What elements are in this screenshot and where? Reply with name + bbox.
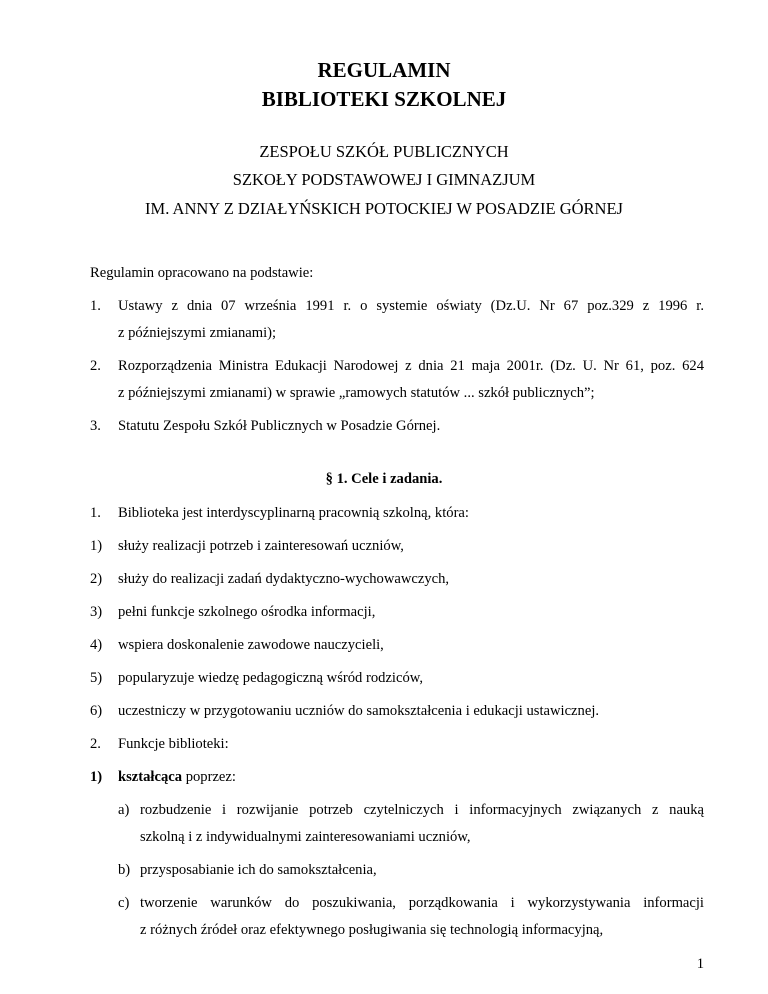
item-2-number: 2) (90, 571, 103, 587)
point-2-number: 2. (90, 736, 101, 752)
document-title-line1: REGULAMIN (317, 58, 451, 82)
subitem-c-letter: c) (118, 895, 130, 911)
function-1-number: 1) (90, 769, 103, 785)
subitem-a-letter: a) (118, 802, 130, 818)
subitem-b-line1: przysposabianie ich do samokształcenia, (140, 862, 377, 878)
subitem-c-line1: tworzenie warunków do poszukiwania, porządkowania i wykorzystywania informacji (140, 895, 704, 911)
item-2-text: służy do realizacji zadań dydaktyczno-wychowawczych, (118, 571, 450, 587)
basis-1-line2: z późniejszymi zmianami); (118, 325, 277, 341)
basis-2-line1: Rozporządzenia Ministra Edukacji Narodowej z dnia 21 maja 2001r. (Dz. U. Nr 61, poz. 624 (118, 358, 704, 374)
item-5-text: popularyzuje wiedzę pedagogiczną wśród rodziców, (118, 670, 423, 686)
basis-1-number: 1. (90, 298, 101, 314)
function-1-text (118, 768, 236, 786)
section-1-heading: § 1. Cele i zadania. (325, 471, 443, 487)
item-4-number: 4) (90, 637, 103, 653)
subtitle-line3: IM. ANNY Z DZIAŁYŃSKICH POTOCKIEJ W POSADZIE GÓRNEJ (145, 199, 623, 218)
item-4-text: wspiera doskonalenie zawodowe nauczycieli, (118, 637, 384, 653)
subtitle-line2: SZKOŁY PODSTAWOWEJ I GIMNAZJUM (232, 170, 536, 189)
item-5-number: 5) (90, 670, 103, 686)
point-1-number: 1. (90, 505, 101, 521)
function-1-rest: poprzez: (182, 769, 236, 785)
intro-text: Regulamin opracowano na podstawie: (90, 265, 314, 281)
document-title-line2: BIBLIOTEKI SZKOLNEJ (261, 87, 507, 111)
page-number: 1 (696, 956, 704, 972)
basis-3-number: 3. (90, 418, 101, 434)
item-3-number: 3) (90, 604, 103, 620)
point-2-text: Funkcje biblioteki: (118, 736, 229, 752)
basis-2-line2: z późniejszymi zmianami) w sprawie „ramowych statutów ... szkół publicznych”; (118, 385, 595, 401)
item-3-text: pełni funkcje szkolnego ośrodka informacji, (118, 604, 376, 620)
subitem-a-line2: szkolną i z indywidualnymi zainteresowaniami uczniów, (140, 829, 471, 845)
subtitle-line1: ZESPOŁU SZKÓŁ PUBLICZNYCH (259, 142, 509, 161)
item-6-number: 6) (90, 703, 103, 719)
subitem-a-line1: rozbudzenie i rozwijanie potrzeb czytelniczych i informacyjnych związanych z nauką (140, 802, 704, 818)
basis-1-line1: Ustawy z dnia 07 września 1991 r. o systemie oświaty (Dz.U. Nr 67 poz.329 z 1996 r. (118, 298, 704, 314)
item-1-text: służy realizacji potrzeb i zainteresowań uczniów, (118, 538, 404, 554)
function-1-bold-label: kształcąca (118, 769, 183, 785)
basis-3-line1: Statutu Zespołu Szkół Publicznych w Posadzie Górnej. (118, 418, 441, 434)
point-1-text: Biblioteka jest interdyscyplinarną pracownią szkolną, która: (118, 505, 469, 521)
item-6-text: uczestniczy w przygotowaniu uczniów do samokształcenia i edukacji ustawicznej. (118, 703, 600, 719)
basis-2-number: 2. (90, 358, 101, 374)
subitem-c-line2: z różnych źródeł oraz efektywnego posługiwania się technologią informacyjną, (140, 922, 604, 938)
subitem-b-letter: b) (118, 862, 131, 878)
item-1-number: 1) (90, 538, 103, 554)
